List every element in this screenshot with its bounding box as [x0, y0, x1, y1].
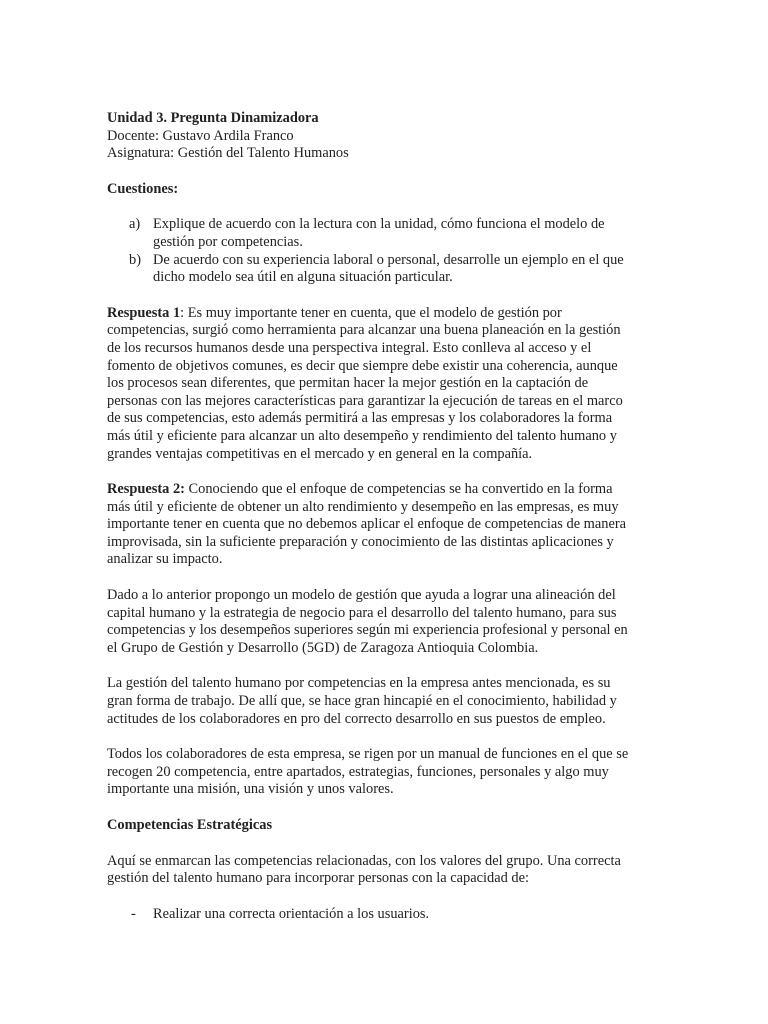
question-item-a: [107, 216, 663, 251]
paragraph-3-line-1: Dado a lo anterior propongo un modelo de gestión que ayuda a lograr una alineación del: [107, 587, 616, 604]
answer-1-line-7: de sus competencias, esto además permitirá a las empresas y los colaboradores la forma: [107, 410, 613, 427]
dash-marker: -: [131, 905, 136, 922]
answer-1-line-6: personas con las mejores características para garantizar la ejecución de tareas en el marco: [107, 392, 623, 409]
paragraph-5-line-3: importante una misión, una visión y unos valores.: [107, 781, 394, 798]
question-marker-a: a): [129, 216, 141, 233]
list-item-text: Realizar una correcta orientación a los usuarios.: [153, 905, 430, 922]
answer-1-line-1: : Es muy importante tener en cuenta, que el modelo de gestión por: [180, 304, 562, 321]
section-heading: Competencias Estratégicas: [107, 817, 273, 833]
paragraph-4-line-2: gran forma de trabajo. De allí que, se hace gran hincapié en el conocimiento, habilidad y: [107, 693, 617, 710]
questions-heading: Cuestiones:: [107, 180, 179, 197]
question-b-line-1: De acuerdo con su experiencia laboral o personal, desarrolle un ejemplo en el que: [153, 251, 624, 268]
question-a-line-2: gestión por competencias.: [153, 233, 303, 250]
answer-2-line-4: improvisada, sin la suficiente preparación y conocimiento de las distintas aplicaciones y: [107, 533, 614, 550]
answer-2-line-5: analizar su impacto.: [107, 551, 223, 568]
paragraph-5-line-1: Todos los colaboradores de esta empresa, se rigen por un manual de funciones en el que se: [107, 746, 629, 763]
answer-2-line-1: Conociendo que el enfoque de competencias se ha convertido en la forma: [184, 481, 613, 498]
answer-1-label: Respuesta 1: [107, 304, 181, 321]
answer-2-line-2: más útil y eficiente de obtener un alto rendimiento y desempeño en las empresas, es muy: [107, 498, 619, 515]
question-a-line-1: Explique de acuerdo con la lectura con la unidad, cómo funciona el modelo de: [153, 216, 605, 233]
question-item-b: [107, 252, 663, 287]
subject-line: Asignatura: Gestión del Talento Humanos: [107, 145, 349, 162]
paragraph-4-line-1: La gestión del talento humano por competencias en la empresa antes mencionada, es su: [107, 675, 611, 692]
questions-list: [107, 216, 663, 286]
question-marker-b: b): [129, 251, 141, 268]
paragraph-6-line-1: Aquí se enmarcan las competencias relacionadas, con los valores del grupo. Una correcta: [107, 852, 621, 869]
paragraph-5-line-2: recogen 20 competencia, entre apartados, estrategias, funciones, personales y algo muy: [107, 763, 609, 780]
answer-2-label: Respuesta 2:: [107, 481, 185, 498]
paragraph-4-line-3: actitudes de los colaboradores en pro del correcto desarrollo en sus puestos de empleo.: [107, 710, 606, 727]
answer-1-line-3: de los recursos humanos desde una perspectiva integral. Esto conlleva al acceso y el: [107, 339, 592, 356]
question-b-line-2: dicho modelo sea útil en alguna situación particular.: [153, 269, 453, 286]
answer-1-line-4: fomento de objetivos comunes, es decir que siempre debe existir una coherencia, aunque: [107, 357, 618, 374]
answer-1-paragraph: [107, 305, 663, 463]
teacher-line: Docente: Gustavo Ardila Franco: [107, 127, 294, 144]
document-header: [107, 110, 663, 163]
paragraph-talent-management: [107, 675, 663, 728]
paragraph-model-proposal: [107, 587, 663, 657]
answer-1-line-9: grandes ventajas competitivas en el mercado y en general en la compañía.: [107, 445, 533, 462]
paragraph-3-line-3: competencias y los desempeños superiores según mi experiencia profesional y personal en: [107, 622, 628, 639]
paragraph-functions-manual: [107, 746, 663, 799]
answer-1-line-8: más útil y eficiente para alcanzar un alto desempeño y rendimiento del talento humano y: [107, 427, 617, 444]
answer-2-paragraph: [107, 481, 663, 569]
answer-1-line-2: competencias, surgió como herramienta para alcanzar una buena planeación en la gestión: [107, 322, 621, 339]
document-page: [107, 110, 663, 923]
paragraph-6-line-2: gestión del talento humano para incorporar personas con la capacidad de:: [107, 870, 529, 887]
paragraph-3-line-4: el Grupo de Gestión y Desarrollo (5GD) de Zaragoza Antioquia Colombia.: [107, 639, 539, 656]
competencies-list: [107, 906, 663, 924]
answer-2-line-3: importante tener en cuenta que no debemos aplicar el enfoque de competencias de manera: [107, 516, 627, 533]
document-title: Unidad 3. Pregunta Dinamizadora: [107, 110, 319, 126]
list-item: [107, 906, 663, 924]
answer-1-line-5: los procesos sean diferentes, que permitan hacer la mejor gestión en la captación de: [107, 375, 589, 392]
paragraph-3-line-2: capital humano y la estrategia de negocio para el desarrollo del talento humano, para sus: [107, 604, 617, 621]
paragraph-strategic-competencies: [107, 853, 663, 888]
